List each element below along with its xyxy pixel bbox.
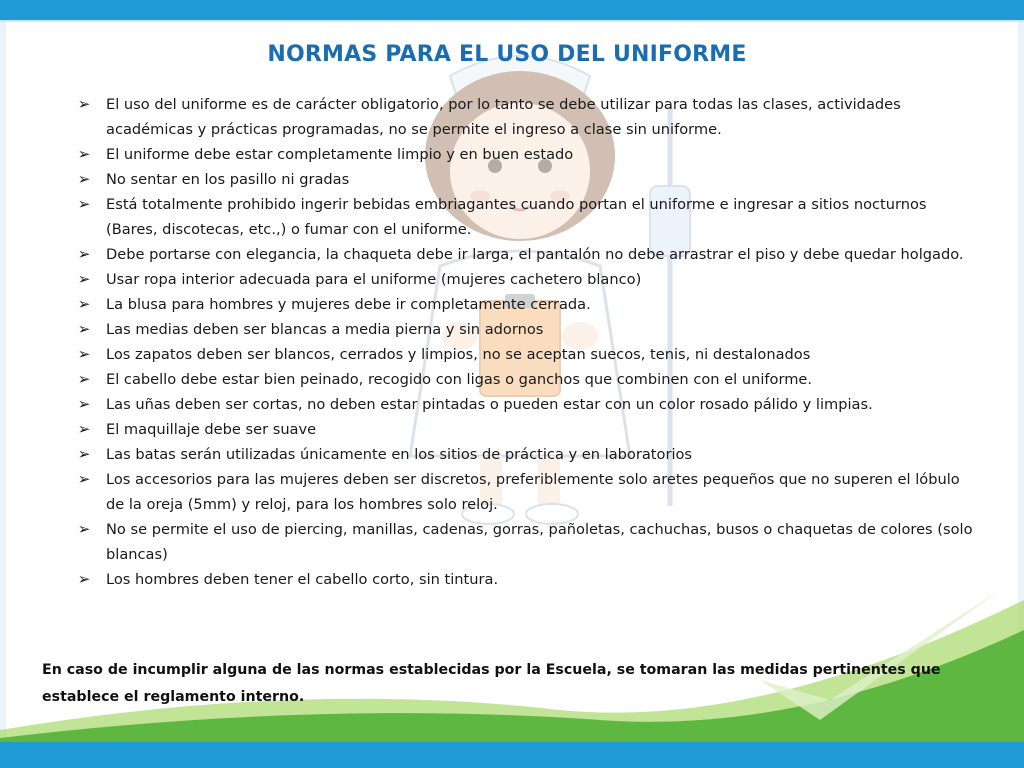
arrow-bullet-icon: ➢ [77, 170, 91, 188]
rule-text: El uniforme debe estar completamente limpio y en buen estado [106, 146, 574, 163]
arrow-bullet-icon: ➢ [77, 95, 91, 113]
list-item [74, 242, 974, 267]
top-frame-bar [0, 0, 1024, 20]
rule-text: El maquillaje debe ser suave [106, 421, 317, 438]
list-item [74, 392, 974, 417]
list-item [74, 292, 974, 317]
rule-text: Los hombres deben tener el cabello corto, sin tintura. [106, 571, 499, 588]
arrow-bullet-icon: ➢ [77, 320, 91, 338]
rule-text: El uso del uniforme es de carácter obligatorio, por lo tanto se debe utilizar para todas las clases, actividades académicas y prácticas programadas, no se permite el ingreso a clase sin uniforme. [106, 96, 901, 138]
arrow-bullet-icon: ➢ [77, 395, 91, 413]
rule-text: Está totalmente prohibido ingerir bebidas embriagantes cuando portan el uniforme e ingresar a sitios nocturnos (Bares, discotecas, etc.,) o fumar con el uniforme. [106, 196, 927, 238]
list-item [74, 342, 974, 367]
bottom-frame-bar [0, 742, 1024, 768]
footer-note: En caso de incumplir alguna de las normas establecidas por la Escuela, se tomaran las medidas pertinentes que establece el reglamento interno. [42, 662, 941, 705]
rule-text: Los zapatos deben ser blancos, cerrados y limpios, no se aceptan suecos, tenis, ni destalonados [106, 346, 811, 363]
rule-text: No se permite el uso de piercing, manillas, cadenas, gorras, pañoletas, cachuchas, busos o chaquetas de colores (solo blancas) [106, 521, 973, 563]
list-item [74, 442, 974, 467]
rule-text: Las medias deben ser blancas a media pierna y sin adornos [106, 321, 544, 338]
list-item [74, 142, 974, 167]
arrow-bullet-icon: ➢ [77, 345, 91, 363]
list-item [74, 317, 974, 342]
rule-text: Usar ropa interior adecuada para el uniforme (mujeres cachetero blanco) [106, 271, 642, 288]
arrow-bullet-icon: ➢ [77, 195, 91, 213]
rule-text: Las batas serán utilizadas únicamente en los sitios de práctica y en laboratorios [106, 446, 693, 463]
rules-list [74, 92, 974, 592]
rule-text: No sentar en los pasillo ni gradas [106, 171, 350, 188]
arrow-bullet-icon: ➢ [77, 145, 91, 163]
list-item [74, 467, 974, 517]
list-item [74, 567, 974, 592]
arrow-bullet-icon: ➢ [77, 270, 91, 288]
arrow-bullet-icon: ➢ [77, 445, 91, 463]
rule-text: Debe portarse con elegancia, la chaqueta debe ir larga, el pantalón no debe arrastrar el piso y debe quedar holgado. [106, 246, 964, 263]
arrow-bullet-icon: ➢ [77, 520, 91, 538]
list-item [74, 517, 974, 567]
list-item [74, 92, 974, 142]
arrow-bullet-icon: ➢ [77, 245, 91, 263]
list-item [74, 417, 974, 442]
list-item [74, 367, 974, 392]
arrow-bullet-icon: ➢ [77, 470, 91, 488]
list-item [74, 267, 974, 292]
list-item [74, 167, 974, 192]
rule-text: Las uñas deben ser cortas, no deben estar pintadas o pueden estar con un color rosado pálido y limpias. [106, 396, 873, 413]
rule-text: El cabello debe estar bien peinado, recogido con ligas o ganchos que combinen con el uniforme. [106, 371, 813, 388]
list-item [74, 192, 974, 242]
rule-text: Los accesorios para las mujeres deben ser discretos, preferiblemente solo aretes pequeños que no superen el lóbulo de la oreja (5mm) y reloj, para los hombres solo reloj. [106, 471, 960, 513]
top-frame-line [0, 20, 1024, 22]
page-title: NORMAS PARA EL USO DEL UNIFORME [267, 42, 747, 67]
arrow-bullet-icon: ➢ [77, 570, 91, 588]
rule-text: La blusa para hombres y mujeres debe ir completamente cerrada. [106, 296, 591, 313]
arrow-bullet-icon: ➢ [77, 370, 91, 388]
arrow-bullet-icon: ➢ [77, 420, 91, 438]
arrow-bullet-icon: ➢ [77, 295, 91, 313]
